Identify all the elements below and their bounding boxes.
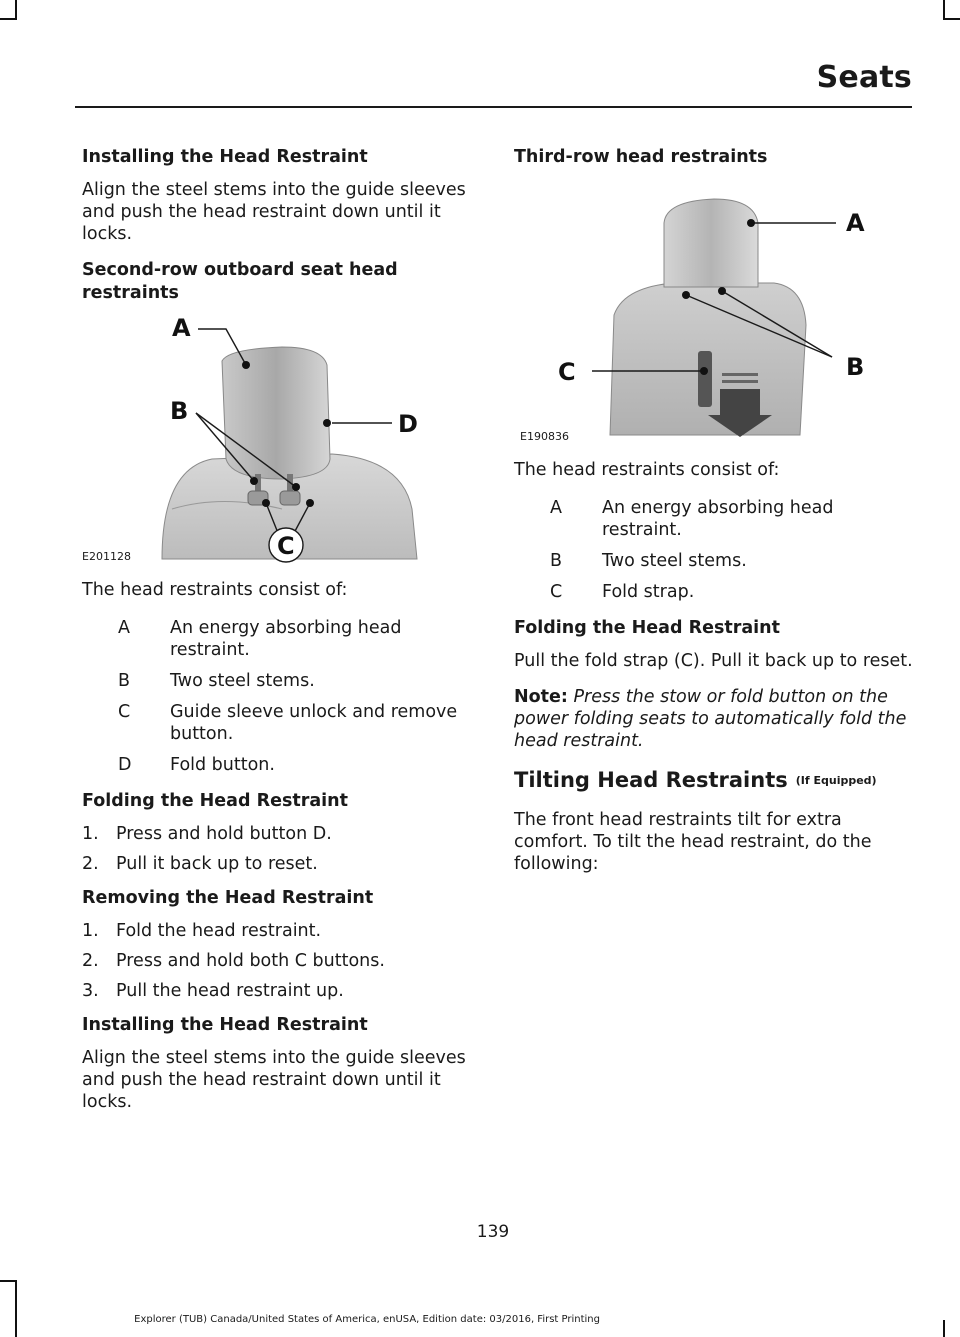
crop-mark [943, 18, 960, 20]
legend-text: Fold strap. [602, 582, 695, 602]
note-label: Note: [514, 687, 568, 707]
callout-a: A [172, 314, 191, 342]
figure-id: E190836 [520, 430, 569, 443]
folding-steps [82, 823, 482, 875]
legend-text: Two steel stems. [602, 551, 747, 571]
removing-heading: Removing the Head Restraint [82, 888, 374, 908]
callout-a: A [846, 209, 865, 237]
consist-intro: The head restraints consist of: [82, 580, 348, 600]
third-row-restraint-illustration [514, 175, 884, 445]
list-item [82, 853, 482, 875]
step-text: Press and hold both C buttons. [116, 951, 385, 971]
legend-text: Two steel stems. [170, 671, 315, 691]
head-restraint-illustration [82, 309, 422, 565]
install-text: Align the steel stems into the guide sleeves and push the head restraint down until it locks. [82, 180, 466, 244]
install-heading: Installing the Head Restraint [82, 147, 368, 167]
right-column [514, 146, 914, 889]
page-title: Seats [816, 60, 912, 95]
crop-mark [15, 0, 17, 20]
folding-heading: Folding the Head Restraint [514, 618, 780, 638]
legend-row [118, 701, 482, 745]
legend-row [550, 550, 914, 572]
crop-mark [0, 18, 17, 20]
step-number: 1. [82, 824, 99, 844]
figure-third-row-head-restraint [514, 175, 914, 445]
step-text: Pull the head restraint up. [116, 981, 344, 1001]
legend-row [118, 670, 482, 692]
third-row-heading: Third-row head restraints [514, 147, 768, 167]
tilting-text: The front head restraints tilt for extra comfort. To tilt the head restraint, do the following: [514, 810, 872, 874]
callout-c: C [277, 532, 295, 560]
list-item [82, 950, 482, 972]
legend-text: An energy absorbing head restraint. [170, 618, 402, 660]
legend-text: An energy absorbing head restraint. [602, 498, 834, 540]
step-number: 2. [82, 854, 99, 874]
callout-b: B [170, 397, 189, 425]
step-number: 3. [82, 981, 99, 1001]
install2-text: Align the steel stems into the guide sleeves and push the head restraint down until it locks. [82, 1048, 466, 1112]
consist-intro: The head restraints consist of: [514, 460, 780, 480]
if-equipped-tag: (If Equipped) [795, 774, 877, 787]
folding-heading: Folding the Head Restraint [82, 791, 348, 811]
legend-key: C [550, 582, 563, 602]
legend-text: Guide sleeve unlock and remove button. [170, 702, 458, 744]
legend-text: Fold button. [170, 755, 275, 775]
step-number: 1. [82, 921, 99, 941]
legend-list [550, 497, 914, 603]
step-number: 2. [82, 951, 99, 971]
legend-row [118, 754, 482, 776]
list-item [82, 980, 482, 1002]
crop-mark [943, 0, 945, 20]
legend-key: A [118, 618, 130, 638]
folding-text: Pull the fold strap (C). Pull it back up to reset. [514, 651, 913, 671]
crop-mark [943, 1320, 945, 1337]
figure-second-row-head-restraint [82, 309, 482, 565]
legend-list [118, 617, 482, 776]
step-text: Press and hold button D. [116, 824, 332, 844]
callout-d: D [398, 410, 418, 438]
figure-id: E201128 [82, 550, 131, 563]
tilting-heading-text: Tilting Head Restraints [514, 768, 788, 792]
page-number: 139 [476, 1222, 510, 1242]
legend-key: B [118, 671, 131, 691]
legend-key: A [550, 498, 562, 518]
list-item [82, 920, 482, 942]
step-text: Pull it back up to reset. [116, 854, 318, 874]
legend-key: B [550, 551, 563, 571]
legend-row [118, 617, 482, 661]
note [514, 686, 914, 752]
install2-heading: Installing the Head Restraint [82, 1015, 368, 1035]
header-rule [75, 106, 912, 108]
legend-key: C [118, 702, 131, 722]
second-row-heading: Second-row outboard seat head restraints [82, 260, 398, 303]
tilting-heading [514, 766, 914, 795]
legend-row [550, 497, 914, 541]
legend-row [550, 581, 914, 603]
edition-info: Explorer (TUB) Canada/United States of America, enUSA, Edition date: 03/2016, First Printing [134, 1314, 600, 1325]
legend-key: D [118, 755, 132, 775]
crop-mark [0, 1280, 17, 1282]
step-text: Fold the head restraint. [116, 921, 322, 941]
removing-steps [82, 920, 482, 1002]
callout-b: B [846, 353, 865, 381]
left-column [82, 146, 482, 1127]
note-text: Press the stow or fold button on the power folding seats to automatically fold the head restraint. [514, 687, 907, 751]
list-item [82, 823, 482, 845]
crop-mark [15, 1280, 17, 1337]
callout-c: C [558, 358, 576, 386]
